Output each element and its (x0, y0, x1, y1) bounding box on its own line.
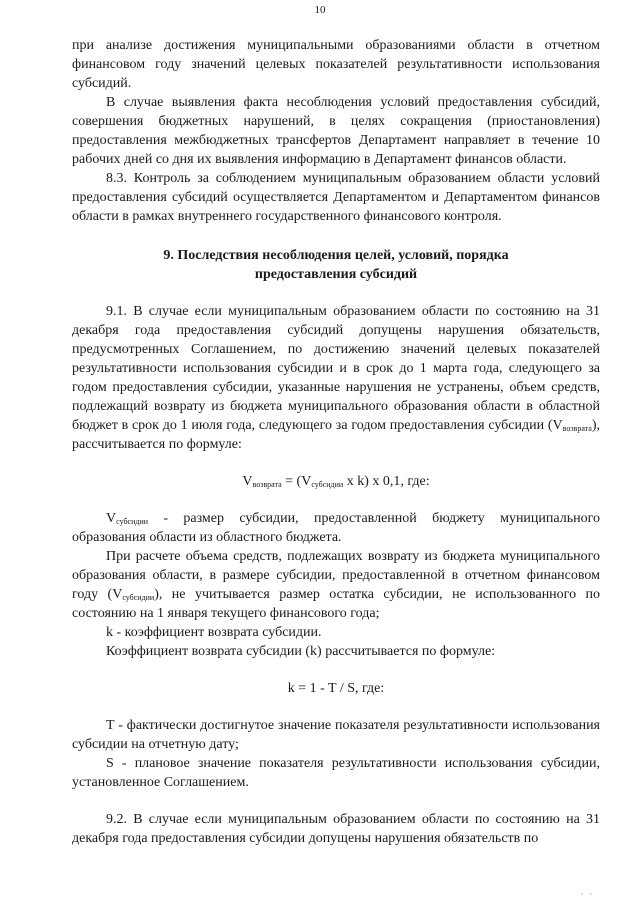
p6-sub: субсидии (122, 593, 155, 602)
paragraph-t-definition: T - фактически достигнутое значение показателя результативности использования субсидии на отчетную дату; (72, 718, 600, 752)
p9-1-subscript: возврата (562, 424, 592, 433)
formula1-end: x k) x 0,1, где: (343, 474, 430, 489)
p6-end: ), не учитывается размер остатка субсидии, не использованного по состоянию на 1 января текущего финансового года; (72, 587, 600, 621)
formula1-mid: = (V (281, 474, 312, 489)
paragraph-v-subsidy-definition (72, 509, 600, 547)
paragraph-analysis: при анализе достижения муниципальными образованиями области в отчетном финансовом году значений целевых показателей результативности использования субсидий. (72, 38, 600, 91)
page-number: 10 (314, 4, 326, 16)
p9-1-text: 9.1. В случае если муниципальным образованием области по состоянию на 31 декабря года предоставления субсидий допущены нарушения обязательств, предусмотренных Соглашением, по достижению значений целевых показателей результативности использования субсидии и в срок до 1 марта года, следующего за годом предоставления субсидии, указанные нарушения не устранены, объем средств, подлежащий возврату из бюджета муниципального образования области в областной бюджет в срок до 1 июля года, следующего за годом предоставления субсидии (V (72, 304, 600, 433)
paragraph-k-formula-intro: Коэффициент возврата субсидии (k) рассчитывается по формуле: (106, 644, 496, 659)
paragraph-9-2: 9.2. В случае если муниципальным образованием области по состоянию на 31 декабря года предоставления субсидии допущены нарушения обязательств по (72, 812, 600, 846)
paragraph-violation-detection: В случае выявления факта несоблюдения условий предоставления субсидий, совершения бюджетных нарушений, в целях сокращения (приостановления) предоставления межбюджетных трансфертов Департамент направляет в течение 10 рабочих дней со дня их выявления информацию в Департамент финансов области. (72, 95, 600, 167)
section-9-heading (72, 246, 600, 284)
formula-return-volume (72, 472, 600, 491)
heading-line-2: предоставления субсидий (254, 267, 418, 282)
p9-1-end: ), рассчитывается по формуле: (72, 418, 600, 452)
p5-sub: субсидии (116, 517, 148, 526)
p6-start: При расчете объема средств, подлежащих возврату из бюджета муниципального образования области, в размере субсидии, предоставленной в отчетном финансовом году (V (72, 549, 600, 602)
p5-v: V (106, 511, 117, 526)
paragraph-s-definition: S - плановое значение показателя результативности использования субсидии, установленное Соглашением. (72, 756, 600, 790)
document-body (72, 36, 600, 848)
formula1-sub-subsidy: субсидии (311, 480, 344, 489)
paragraph-k-definition: k - коэффициент возврата субсидии. (106, 625, 322, 640)
formula1-sub-return: возврата (252, 480, 282, 489)
scan-marks: · · (580, 890, 594, 899)
heading-line-1: 9. Последствия несоблюдения целей, условий, порядка (163, 248, 509, 263)
paragraph-calculation-note (72, 547, 600, 623)
paragraph-8-3-control: 8.3. Контроль за соблюдением муниципальным образованием области условий предоставления субсидий осуществляется Департаментом и Департаментом финансов области в рамках внутреннего государственного финансового контроля. (72, 171, 600, 224)
p5-rest: - размер субсидии, предоставленной бюджету муниципального образования области из областного бюджета. (72, 511, 600, 545)
paragraph-9-1 (72, 302, 600, 454)
formula-k: k = 1 - T / S, где: (287, 681, 385, 696)
formula1-v: V (242, 474, 253, 489)
